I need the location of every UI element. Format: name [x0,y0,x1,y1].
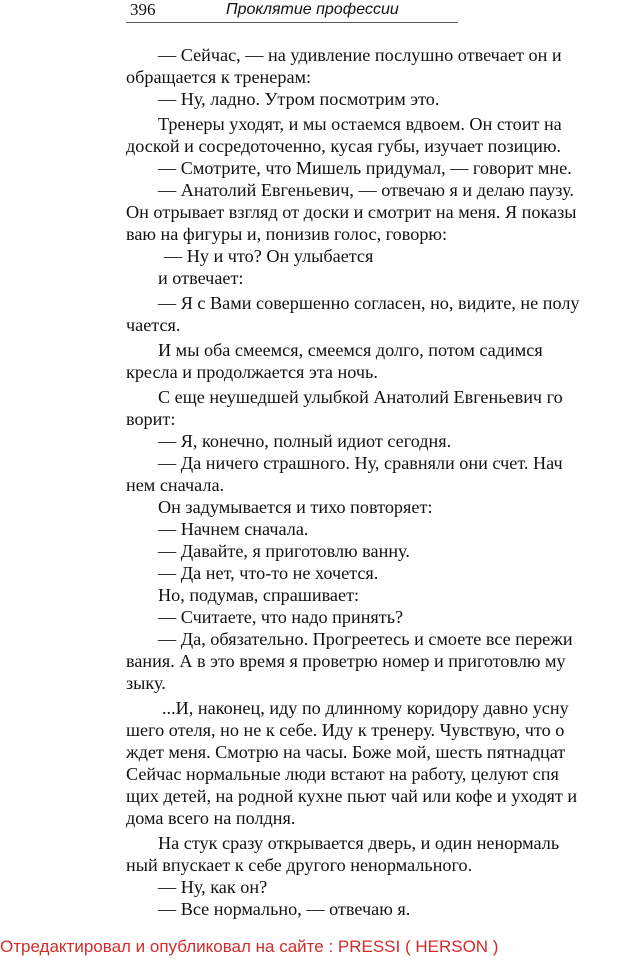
text-line: и отвечает: [158,268,244,288]
text-line: обращается к тренерам: [126,67,312,87]
text-line: Он отрывает взгляд от доски и смотрит на меня. Я показы [126,202,577,222]
text-line: — Анатолий Евгеньевич, — отвечаю я и делаю паузу. [158,180,574,200]
text-line: доской и сосредоточенно, кусая губы, изучает позицию. [126,136,561,156]
text-line: Но, подумав, спрашивает: [158,585,360,605]
text-line: — Да ничего страшного. Ну, сравняли они счет. Нач [158,453,563,473]
text-line: щих детей, на родной кухне пьют чай или кофе и уходят и [126,786,578,806]
page-number: 396 [130,0,156,19]
book-text [126,44,620,920]
text-line: — Считаете, что надо принять? [158,607,404,627]
text-line: вания. А в это время я проветрю номер и приготовлю му [126,651,566,671]
text-line: ваю на фигуры и, понизив голос, говорю: [126,224,448,244]
text-line: нем сначала. [126,475,225,495]
text-line: — Давайте, я приготовлю ванну. [158,541,410,561]
text-line: — Ну, как он? [158,877,268,897]
text-line: — Да, обязательно. Прогреетесь и смоете все пережи [158,629,573,649]
text-line: зыку. [126,673,166,693]
text-line: ный впускает к себе другого ненормального. [126,855,473,875]
text-line: чается. [126,315,181,335]
text-line: ворит: [126,409,176,429]
publisher-watermark: Отредактировал и опубликовал на сайте : PRESSI ( HERSON ) [0,937,499,956]
text-line: Он задумывается и тихо повторяет: [158,497,433,517]
text-line: И мы оба смеемся, смеемся долго, потом садимся [158,340,543,360]
text-line: ждет меня. Смотрю на часы. Боже мой, шесть пятнадцат [126,742,566,762]
text-line: — Сейчас, — на удивление послушно отвечает он и [158,45,562,65]
text-line: На стук сразу открывается дверь, и один ненормаль [158,833,560,853]
text-line: дома всего на полдня. [126,808,296,828]
page-header [126,0,458,23]
text-line: — Да нет, что-то не хочется. [158,563,379,583]
text-line: Сейчас нормальные люди встают на работу, целуют спя [126,764,559,784]
text-line: — Я, конечно, полный идиот сегодня. [158,431,452,451]
text-line: Тренеры уходят, и мы остаемся вдвоем. Он стоит на [158,114,562,134]
text-line: — Все нормально, — отвечаю я. [158,899,411,919]
text-line: С еще неушедшей улыбкой Анатолий Евгеньевич го [158,387,563,407]
text-line: — Начнем сначала. [158,519,309,539]
text-line: — Я с Вами совершенно согласен, но, видите, не полу [158,293,580,313]
text-line: — Ну, ладно. Утром посмотрим это. [158,89,440,109]
text-line: шего отеля, но не к себе. Иду к тренеру. Чувствую, что о [126,720,565,740]
text-line: — Ну и что? Он улыбается [164,246,374,266]
text-line: — Смотрите, что Мишель придумал, — говорит мне. [158,158,572,178]
running-title: Проклятие профессии [226,1,399,18]
text-line: ...И, наконец, иду по длинному коридору давно усну [162,698,569,718]
text-line: кресла и продолжается эта ночь. [126,362,378,382]
